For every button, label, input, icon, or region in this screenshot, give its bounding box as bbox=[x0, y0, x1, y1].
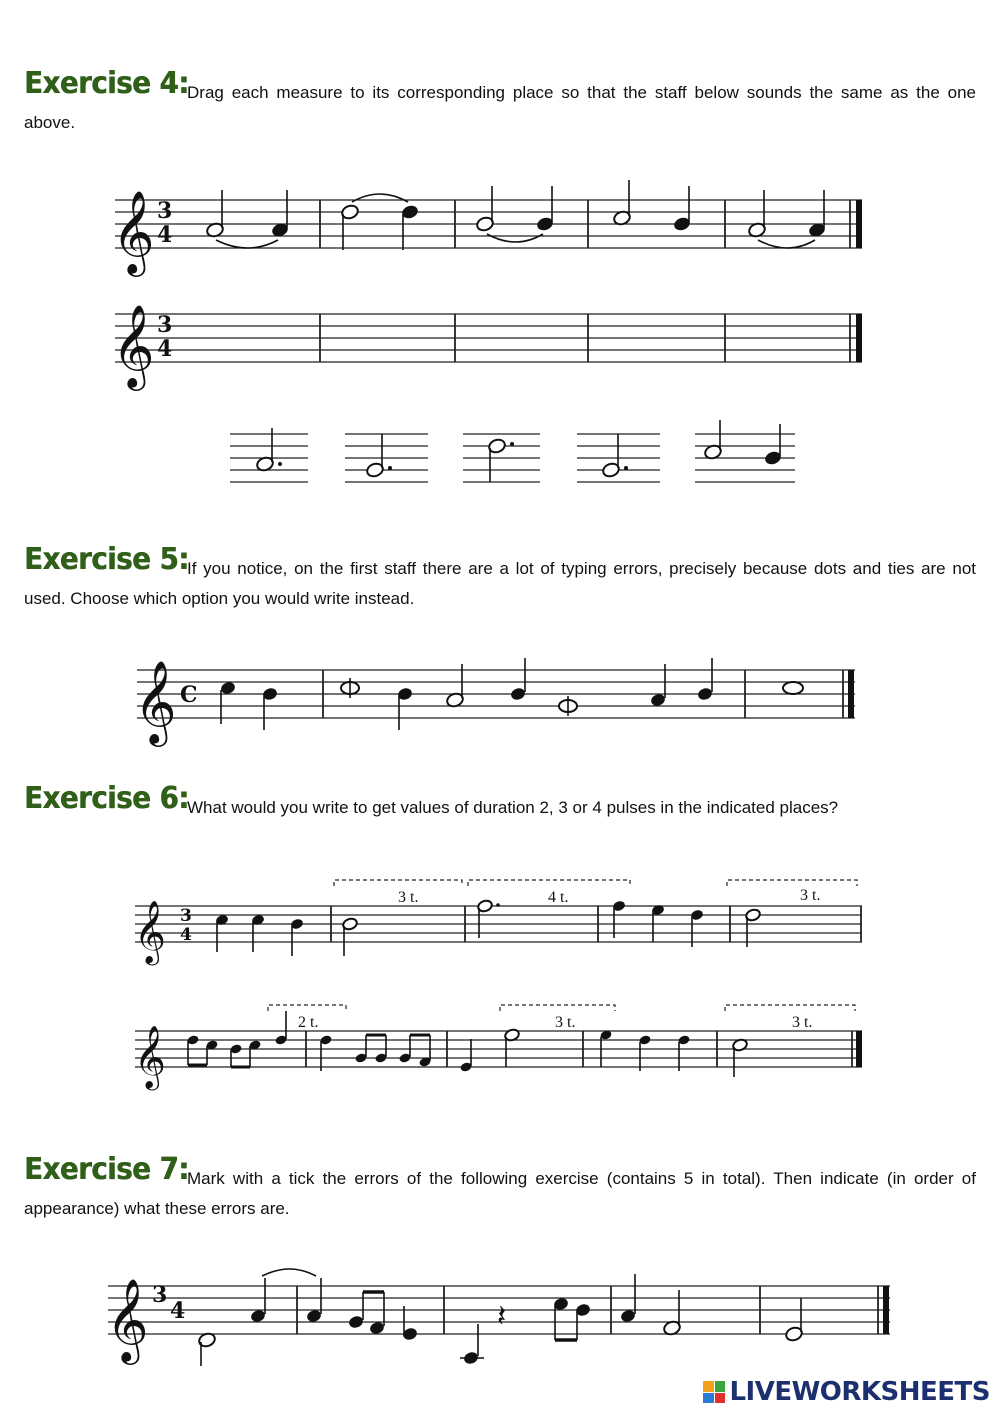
exercise-6-title: Exercise 6: bbox=[24, 781, 189, 816]
quarter-rest-icon: 𝄽 bbox=[497, 1299, 507, 1334]
exercise-4-reference-staff bbox=[0, 160, 1000, 280]
time-sig-bottom: 4 bbox=[157, 222, 173, 248]
treble-clef-icon: 𝄞 bbox=[112, 303, 155, 387]
exercise-7-instruction: Mark with a tick the errors of the following exercise (contains 5 in total). Then indicate (in order of appearance) what these errors are. bbox=[24, 1169, 976, 1218]
liveworksheets-logo-icon bbox=[703, 1381, 725, 1403]
bracket-label: 3 t. bbox=[398, 889, 419, 906]
liveworksheets-logo-text: LIVEWORKSHEETS bbox=[729, 1377, 990, 1407]
time-sig-top: 3 bbox=[157, 312, 173, 338]
liveworksheets-logo[interactable] bbox=[703, 1377, 990, 1407]
exercise-4-title: Exercise 4: bbox=[24, 66, 189, 101]
time-sig-bottom: 4 bbox=[180, 925, 192, 945]
exercise-4-instruction: Drag each measure to its corresponding place so that the staff below sounds the same as the one above. bbox=[24, 83, 976, 132]
bracket-label: 3 t. bbox=[800, 887, 821, 904]
time-sig-bottom: 4 bbox=[157, 336, 173, 362]
bracket-label: 2 t. bbox=[298, 1014, 319, 1031]
common-time-sig: C bbox=[180, 682, 198, 708]
time-sig-top: 3 bbox=[152, 1282, 168, 1308]
exercise-7-staff bbox=[0, 1262, 1000, 1372]
bracket-label: 3 t. bbox=[555, 1014, 576, 1031]
time-sig-top: 3 bbox=[180, 906, 192, 926]
exercise-6-instruction: What would you write to get values of duration 2, 3 or 4 pulses in the indicated places? bbox=[187, 798, 839, 817]
draggable-measure-3[interactable] bbox=[463, 434, 540, 482]
treble-clef-icon: 𝄞 bbox=[112, 189, 155, 273]
drop-slot-2[interactable] bbox=[322, 314, 453, 362]
exercise-5-staff bbox=[0, 646, 1000, 756]
time-sig-bottom: 4 bbox=[170, 1298, 186, 1324]
treble-clef-icon: 𝄞 bbox=[134, 659, 177, 743]
treble-clef-icon: 𝄞 bbox=[134, 900, 166, 963]
draggable-measures bbox=[0, 420, 1000, 500]
bracket-label: 4 t. bbox=[548, 889, 569, 906]
exercise-6-staff-1 bbox=[0, 870, 1000, 980]
draggable-measure-2[interactable] bbox=[345, 434, 428, 482]
treble-clef-icon: 𝄞 bbox=[134, 1025, 166, 1088]
drop-slot-5[interactable] bbox=[727, 314, 848, 362]
exercise-5-instruction: If you notice, on the first staff there are a lot of typing errors, precisely because dots and ties are not used. Choose which option you would write instead. bbox=[24, 559, 976, 608]
exercise-6-staff-2 bbox=[0, 995, 1000, 1105]
exercise-5-title: Exercise 5: bbox=[24, 542, 189, 577]
drop-slot-3[interactable] bbox=[457, 314, 586, 362]
drop-slot-4[interactable] bbox=[590, 314, 723, 362]
draggable-measure-4[interactable] bbox=[577, 434, 660, 482]
draggable-measure-5[interactable] bbox=[695, 420, 795, 482]
draggable-measure-1[interactable] bbox=[230, 428, 308, 482]
treble-clef-icon: 𝄞 bbox=[106, 1277, 149, 1361]
drop-slot-1[interactable] bbox=[190, 314, 318, 362]
bracket-label: 3 t. bbox=[792, 1014, 813, 1031]
exercise-7-title: Exercise 7: bbox=[24, 1152, 189, 1187]
time-sig-top: 3 bbox=[157, 198, 173, 224]
exercise-4-target-staff bbox=[0, 278, 1000, 398]
